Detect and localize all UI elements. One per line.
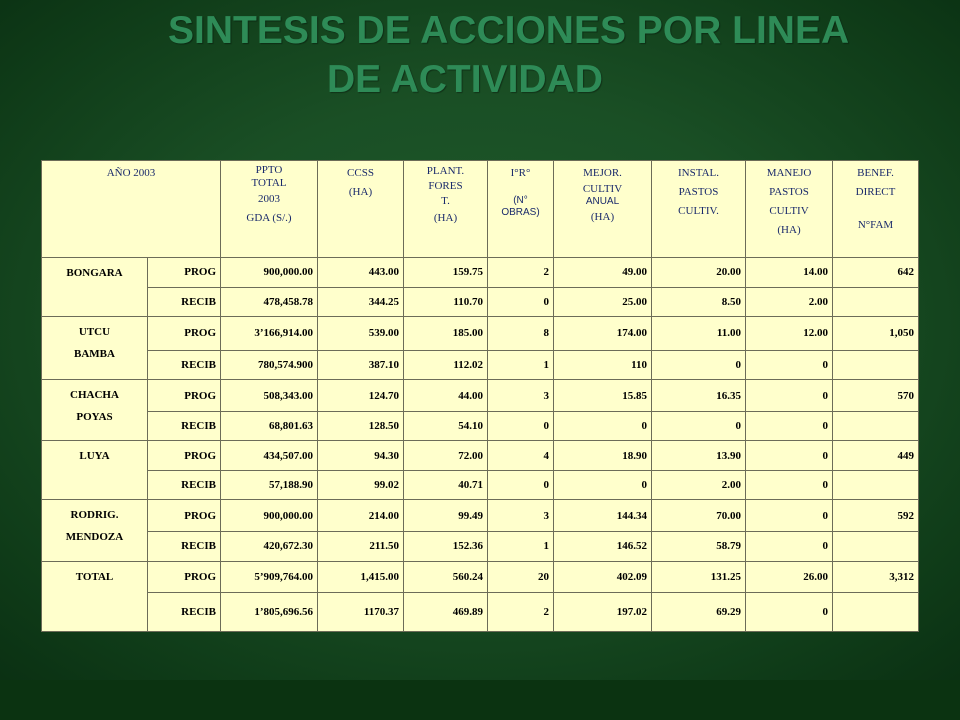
row-type: RECIB [148, 532, 221, 562]
value-cell: 20 [488, 561, 554, 593]
value-cell: 13.90 [652, 441, 746, 471]
header-ppto-l2: TOTAL [251, 177, 287, 189]
value-cell: 0 [746, 500, 833, 532]
province-label: BAMBA [74, 348, 115, 361]
value-cell: 900,000.00 [221, 258, 318, 288]
header-ccss-l2: (HA) [348, 186, 373, 198]
value-cell: 570 [833, 380, 919, 412]
value-cell: 72.00 [404, 441, 488, 471]
value-cell: 110 [554, 350, 652, 380]
value-cell: 26.00 [746, 561, 833, 593]
header-benef [833, 161, 919, 258]
header-instal-l2: PASTOS [678, 186, 719, 198]
header-manejo-l4: (HA) [777, 224, 801, 236]
value-cell: 780,574.900 [221, 350, 318, 380]
table-row [42, 593, 919, 632]
province-cell [42, 561, 148, 631]
header-manejo-l1: MANEJO [766, 167, 812, 179]
actions-table [41, 160, 919, 632]
value-cell: 1,050 [833, 317, 919, 351]
row-type: PROG [148, 561, 221, 593]
value-cell: 3,312 [833, 561, 919, 593]
value-cell: 99.02 [318, 470, 404, 500]
value-cell [833, 593, 919, 632]
table-row [42, 287, 919, 317]
value-cell: 4 [488, 441, 554, 471]
header-manejo [746, 161, 833, 258]
value-cell: 211.50 [318, 532, 404, 562]
header-irr-l3: OBRAS) [501, 207, 540, 218]
header-ccss [318, 161, 404, 258]
value-cell: 94.30 [318, 441, 404, 471]
header-irr-l1: I°R° [510, 167, 531, 179]
value-cell: 20.00 [652, 258, 746, 288]
header-irr-l2: (N° [513, 195, 528, 206]
value-cell: 0 [746, 470, 833, 500]
value-cell: 0 [746, 441, 833, 471]
header-mejor-l4: (HA) [590, 211, 615, 223]
table-row [42, 380, 919, 412]
header-benef-l1: BENEF. [857, 167, 894, 179]
header-ppto-l3: 2003 [258, 193, 280, 205]
header-benef-l3: N°FAM [857, 219, 894, 231]
value-cell: 0 [488, 411, 554, 441]
province-cell [42, 500, 148, 561]
header-ppto [221, 161, 318, 258]
value-cell: 44.00 [404, 380, 488, 412]
title-line-2: DE ACTIVIDAD [327, 58, 603, 101]
value-cell [833, 350, 919, 380]
value-cell: 0 [746, 593, 833, 632]
province-cell [42, 441, 148, 500]
table-row [42, 258, 919, 288]
value-cell: 2 [488, 258, 554, 288]
value-cell: 197.02 [554, 593, 652, 632]
table-row [42, 411, 919, 441]
title-line-1: SINTESIS DE ACCIONES POR LINEA [168, 9, 850, 52]
header-ppto-l1: PPTO [255, 164, 283, 176]
value-cell: 2.00 [746, 287, 833, 317]
bottom-band [0, 680, 960, 720]
header-plant-l2: FORES [428, 180, 463, 192]
value-cell: 387.10 [318, 350, 404, 380]
value-cell: 69.29 [652, 593, 746, 632]
header-mejor [554, 161, 652, 258]
value-cell: 152.36 [404, 532, 488, 562]
value-cell: 214.00 [318, 500, 404, 532]
value-cell: 1 [488, 532, 554, 562]
header-instal-l1: INSTAL. [678, 167, 719, 179]
header-mejor-l2: CULTIV [582, 183, 623, 195]
value-cell: 0 [488, 470, 554, 500]
header-year-label: AÑO 2003 [106, 167, 156, 179]
value-cell: 1 [488, 350, 554, 380]
header-irr [488, 161, 554, 258]
value-cell: 15.85 [554, 380, 652, 412]
province-cell [42, 380, 148, 441]
header-manejo-l3: CULTIV [769, 205, 809, 217]
value-cell: 0 [746, 532, 833, 562]
province-label: RODRIG. [70, 509, 119, 522]
row-type: RECIB [148, 470, 221, 500]
value-cell: 0 [746, 411, 833, 441]
value-cell: 159.75 [404, 258, 488, 288]
slide-title [0, 6, 960, 104]
header-mejor-l1: MEJOR. [583, 167, 622, 179]
value-cell: 344.25 [318, 287, 404, 317]
value-cell: 0 [746, 350, 833, 380]
row-type: RECIB [148, 593, 221, 632]
value-cell: 25.00 [554, 287, 652, 317]
header-plant-l3: T. [441, 195, 450, 207]
value-cell: 3 [488, 500, 554, 532]
province-label: MENDOZA [65, 531, 124, 544]
row-type: RECIB [148, 350, 221, 380]
value-cell [833, 532, 919, 562]
value-cell: 420,672.30 [221, 532, 318, 562]
table-row [42, 532, 919, 562]
province-cell [42, 258, 148, 317]
header-plant [404, 161, 488, 258]
value-cell: 0 [554, 470, 652, 500]
value-cell: 560.24 [404, 561, 488, 593]
value-cell: 3’166,914.00 [221, 317, 318, 351]
value-cell: 5’909,764.00 [221, 561, 318, 593]
province-label: TOTAL [75, 570, 114, 583]
value-cell: 128.50 [318, 411, 404, 441]
value-cell: 131.25 [652, 561, 746, 593]
header-manejo-l2: PASTOS [769, 186, 809, 198]
value-cell: 146.52 [554, 532, 652, 562]
header-plant-l1: PLANT. [426, 165, 465, 177]
value-cell: 0 [488, 287, 554, 317]
table-row [42, 561, 919, 593]
value-cell: 57,188.90 [221, 470, 318, 500]
table-body [42, 258, 919, 632]
header-instal [652, 161, 746, 258]
value-cell: 3 [488, 380, 554, 412]
row-type: PROG [148, 441, 221, 471]
value-cell: 70.00 [652, 500, 746, 532]
header-row [42, 161, 919, 258]
value-cell: 11.00 [652, 317, 746, 351]
header-year [42, 161, 221, 258]
header-benef-l2: DIRECT [855, 186, 896, 198]
value-cell: 99.49 [404, 500, 488, 532]
header-instal-l3: CULTIV. [678, 205, 719, 217]
province-cell [42, 317, 148, 380]
value-cell: 110.70 [404, 287, 488, 317]
province-label: UTCU [78, 326, 111, 339]
value-cell: 0 [652, 350, 746, 380]
row-type: PROG [148, 317, 221, 351]
province-label: POYAS [76, 411, 113, 424]
province-label: LUYA [79, 450, 110, 463]
value-cell: 18.90 [554, 441, 652, 471]
row-type: RECIB [148, 411, 221, 441]
value-cell: 443.00 [318, 258, 404, 288]
table-row [42, 317, 919, 351]
value-cell: 58.79 [652, 532, 746, 562]
row-type: PROG [148, 380, 221, 412]
value-cell: 0 [746, 380, 833, 412]
value-cell: 144.34 [554, 500, 652, 532]
table-row [42, 500, 919, 532]
value-cell: 40.71 [404, 470, 488, 500]
row-type: PROG [148, 258, 221, 288]
value-cell: 1170.37 [318, 593, 404, 632]
value-cell: 14.00 [746, 258, 833, 288]
value-cell: 508,343.00 [221, 380, 318, 412]
value-cell: 12.00 [746, 317, 833, 351]
value-cell: 900,000.00 [221, 500, 318, 532]
province-label: CHACHA [70, 389, 119, 402]
value-cell: 0 [554, 411, 652, 441]
header-mejor-l3: ANUAL [585, 196, 620, 207]
value-cell [833, 287, 919, 317]
value-cell: 539.00 [318, 317, 404, 351]
province-label: BONGARA [66, 267, 123, 279]
header-ccss-l1: CCSS [347, 167, 374, 179]
value-cell: 434,507.00 [221, 441, 318, 471]
value-cell: 449 [833, 441, 919, 471]
value-cell: 1,415.00 [318, 561, 404, 593]
value-cell: 592 [833, 500, 919, 532]
table-row [42, 441, 919, 471]
header-ppto-l4: GDA (S/.) [246, 212, 292, 224]
value-cell: 1’805,696.56 [221, 593, 318, 632]
value-cell: 642 [833, 258, 919, 288]
value-cell [833, 411, 919, 441]
value-cell: 2.00 [652, 470, 746, 500]
value-cell: 0 [652, 411, 746, 441]
row-type: PROG [148, 500, 221, 532]
value-cell: 68,801.63 [221, 411, 318, 441]
table-row [42, 350, 919, 380]
value-cell: 54.10 [404, 411, 488, 441]
value-cell: 2 [488, 593, 554, 632]
value-cell: 185.00 [404, 317, 488, 351]
value-cell: 478,458.78 [221, 287, 318, 317]
value-cell: 49.00 [554, 258, 652, 288]
value-cell: 402.09 [554, 561, 652, 593]
value-cell: 16.35 [652, 380, 746, 412]
value-cell: 469.89 [404, 593, 488, 632]
value-cell: 112.02 [404, 350, 488, 380]
value-cell: 8.50 [652, 287, 746, 317]
value-cell [833, 470, 919, 500]
value-cell: 8 [488, 317, 554, 351]
value-cell: 124.70 [318, 380, 404, 412]
table-row [42, 470, 919, 500]
header-plant-l4: (HA) [433, 212, 458, 224]
value-cell: 174.00 [554, 317, 652, 351]
row-type: RECIB [148, 287, 221, 317]
